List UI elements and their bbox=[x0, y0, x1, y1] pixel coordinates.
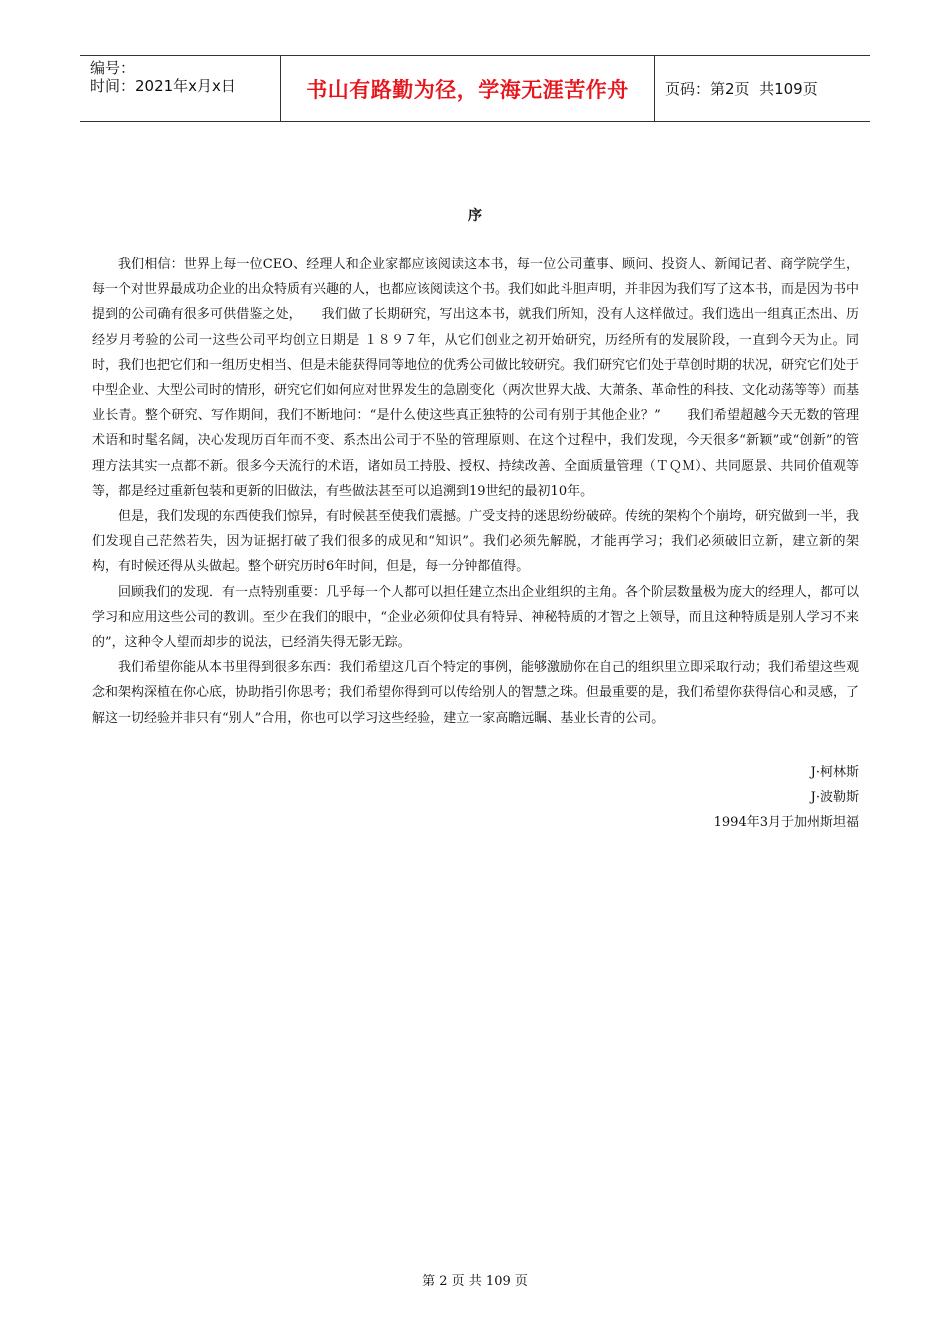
doc-time-label: 时间：2021年x月x日 bbox=[90, 77, 236, 95]
header-meta bbox=[80, 56, 281, 121]
signature-date: 1994年3月于加州斯坦福 bbox=[713, 815, 859, 830]
paragraph: 但是，我们发现的东西使我们惊异，有时候甚至使我们震撼。广受支持的迷思纷纷破碎。传统的架构个个崩垮，研究做到一半，我们发现自己茫然若失，因为证据打破了我们很多的成见和“知识”。我们必须先解脱，才能再学习；我们必须破旧立新，建立新的架构，有时候还得从头做起。整个研究历时6年时间，但是，每一分钟都值得。 bbox=[92, 509, 860, 575]
paragraph: 回顾我们的发现．有一点特别重要：几乎每一个人都可以担任建立杰出企业组织的主角。各个阶层数量极为庞大的经理人，都可以学习和应用这些公司的教训。至少在我们的眼中，“企业必须仰仗具有特异、神秘特质的才智之上领导，而且这种特质是别人学习不来的”，这种令人望而却步的说法，已经消失得无影无踪。 bbox=[92, 584, 860, 651]
paragraph: 我们相信：世界上每一位CEO、经理人和企业家都应该阅读这本书，每一位公司董事、顾问、投资人、新闻记者、商学院学生，每一个对世界最成功企业的出众特质有兴趣的人，也都应该阅读这个书。我们如此斗胆声明，并非因为我们写了这本书，而是因为书中提到的公司确有很多可供借鉴之处， 我们做了长期研究，写出这本书，就我们所知，没有人这样做过。我们选出一组真正杰出、历经岁月考验的公司一这些公司平均创立日期是 １８９７年，从它们创业之初开始研究，历经所有的发展阶段，一直到今天为止。同时，我们也把它们和一组历史相当、但是未能获得同等地位的优秀公司做比较研究。我们研究它们处于草创时期的状况，研究它们处于中型企业、大型公司时的情形，研究它们如何应对世界发生的急剧变化（两次世界大战、大萧条、革命性的科技、文化动荡等等）而基业长青。整个研究、写作期间，我们不断地问：“是什么使这些真正独特的公司有别于其他企业？” 我们希望超越今天无数的管理术语和时髦名阔，决心发现历百年而不变、系杰出公司于不坠的管理原则、在这个过程中，我们发现，今天很多“新颖”或“创新”的管理方法其实一点都不新。很多今天流行的术语，诸如员工持股、授权、持续改善、全面质量管理（ＴＱＭ）、共同愿景、共同价值观等等，都是经过重新包装和更新的旧做法，有些做法甚至可以追溯到19世纪的最初10年。 bbox=[92, 257, 860, 499]
motto-text: 书山有路勤为径，学海无涯苦作舟 bbox=[306, 77, 629, 102]
doc-number-label: 编号： bbox=[90, 59, 136, 77]
header-page-info bbox=[655, 56, 870, 121]
preface-body bbox=[92, 252, 859, 731]
paragraph: 我们希望你能从本书里得到很多东西：我们希望这几百个特定的事例，能够激励你在自己的组织里立即采取行动；我们希望这些观念和架构深植在你心底，协助指引你思考；我们希望你得到可以传给别人的智慧之珠。但最重要的是，我们希望你获得信心和灵感，了解这一切经验并非只有“别人”合用，你也可以学习这些经验，建立一家高瞻远瞩、基业长青的公司。 bbox=[92, 660, 860, 726]
author-2: J·波勒斯 bbox=[810, 790, 859, 805]
page-header bbox=[80, 55, 870, 122]
page-footer: 第 2 页 共 109 页 bbox=[422, 1274, 528, 1289]
author-1: J·柯林斯 bbox=[810, 765, 859, 780]
page-info-text: 页码：第2页 共109页 bbox=[665, 80, 818, 98]
signature-block bbox=[559, 760, 859, 835]
header-motto bbox=[281, 56, 655, 121]
section-title: 序 bbox=[468, 208, 482, 224]
